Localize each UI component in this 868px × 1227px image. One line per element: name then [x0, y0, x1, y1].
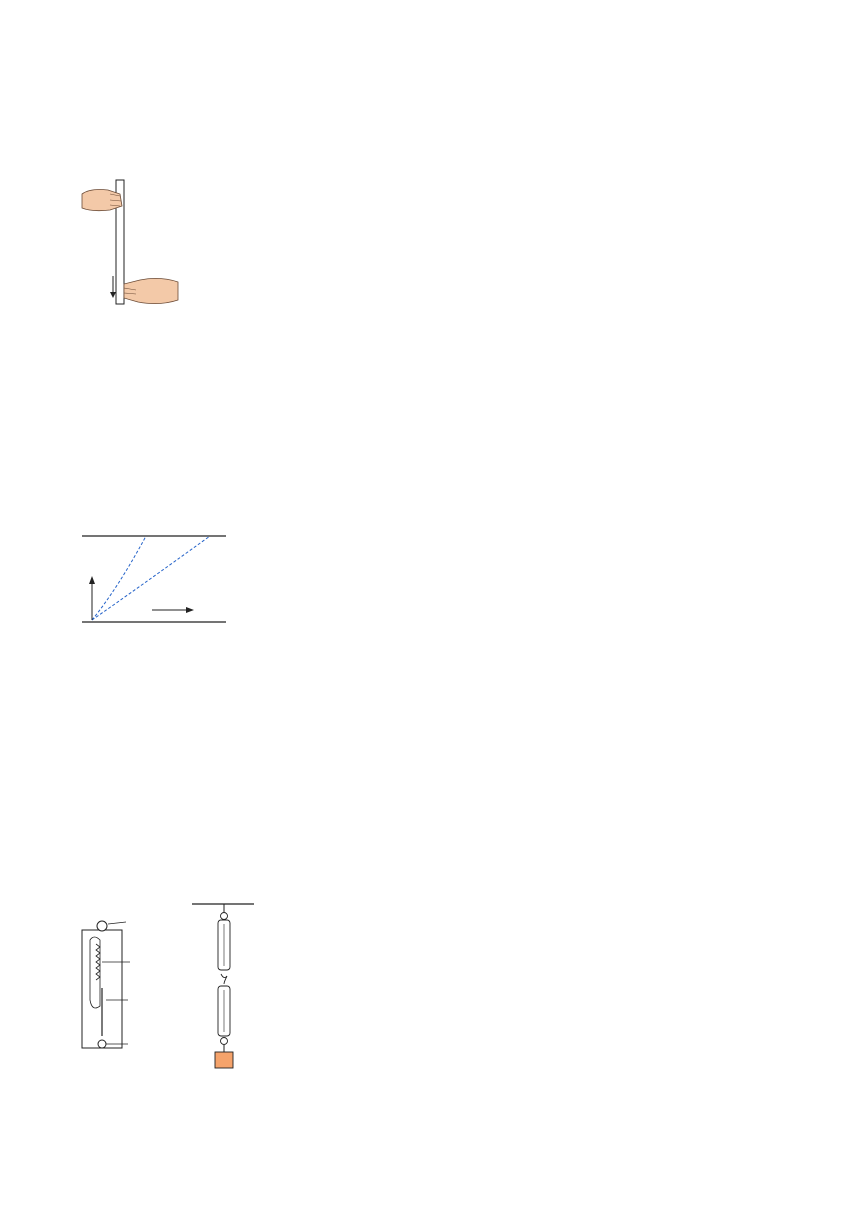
- reaction-ruler-figure: [80, 172, 180, 312]
- river-crossing-figure: [78, 518, 230, 642]
- spring-scale-figure: [76, 896, 266, 1088]
